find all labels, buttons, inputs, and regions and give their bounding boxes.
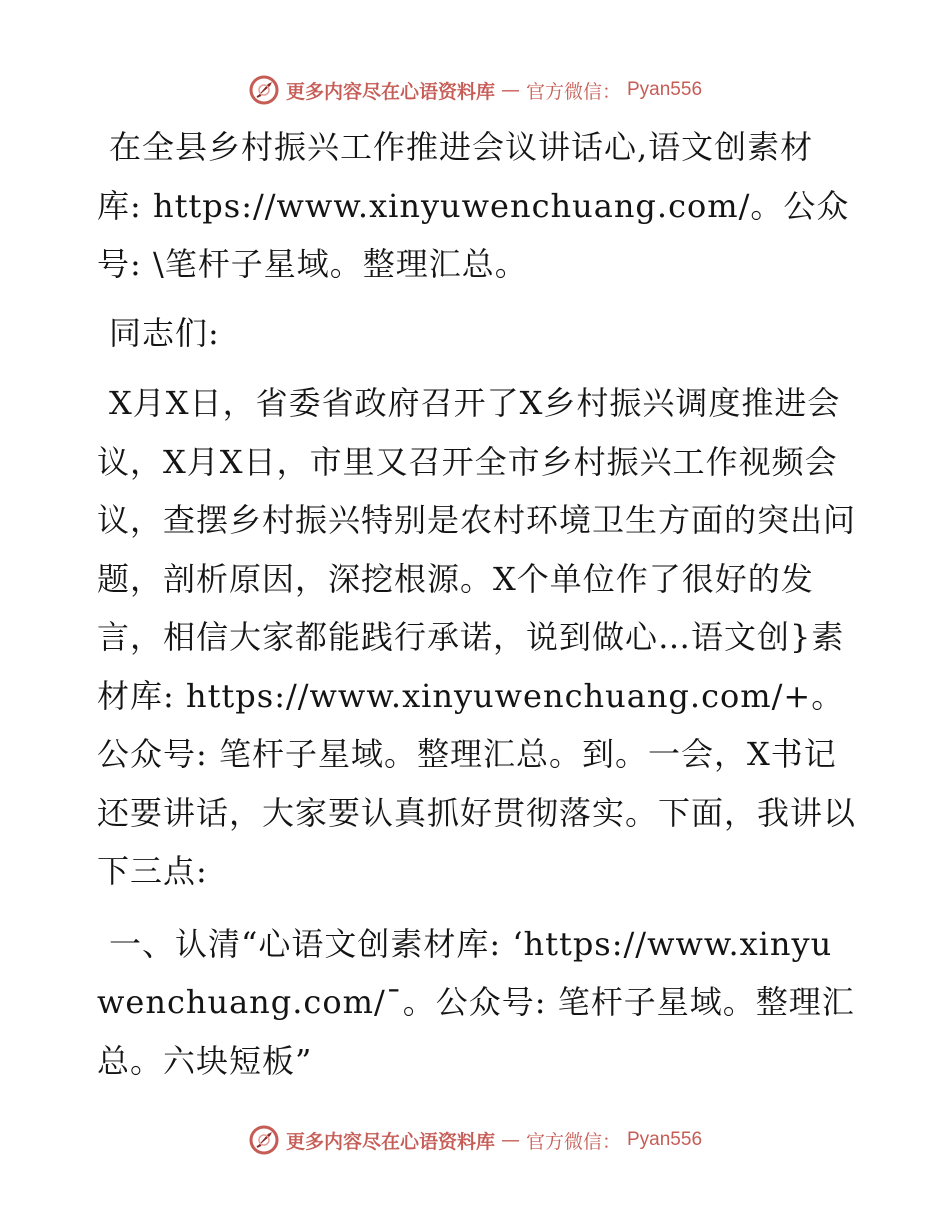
banner-wechat-label: 官方微信： (525, 1130, 621, 1153)
paragraph-section-heading: 一、认清“心语文创素材库: ‘https://www.xinyuwenchuang.com/¯。公众号: 笔杆子星域。整理汇总。六块短板” (97, 924, 855, 1080)
footer-watermark-banner (0, 1122, 950, 1158)
quill-logo-icon (248, 1124, 280, 1156)
paragraph-body: X月X日，省委省政府召开了X乡村振兴调度推进会议，X月X日，市里又召开全市乡村振兴工作视频会议，查摆乡村振兴特别是农村环境卫生方面的突出问题，剖析原因，深挖根源。X个单位作了很好的发言，相信大家都能践行承诺，说到做心…语文创}素材库: https://www.xinyuwenchuang.com/+。公众号: 笔杆子星域。整理汇总。到。一会，X书记还要讲话，大家要认真抓好贯彻落实。下面，我讲以下三点: (97, 384, 857, 890)
banner-title: 更多内容尽在心语资料库 (285, 80, 495, 103)
banner-wechat-id: Pyan556 (627, 1129, 703, 1150)
banner-wechat-label: 官方微信： (525, 80, 621, 103)
paragraph-title: 在全县乡村振兴工作推进会议讲话心,语文创素材库: https://www.xinyuwenchuang.com/。公众号: \笔杆子星域。整理汇总。 (97, 128, 850, 283)
header-watermark-banner (0, 72, 950, 108)
banner-dash: — (500, 79, 520, 101)
quill-logo-icon (248, 74, 280, 106)
banner-title: 更多内容尽在心语资料库 (285, 1130, 495, 1153)
banner-dash: — (500, 1129, 520, 1151)
document-body (97, 118, 857, 1090)
paragraph-salutation: 同志们: (109, 313, 220, 352)
banner-wechat-id: Pyan556 (627, 79, 703, 100)
